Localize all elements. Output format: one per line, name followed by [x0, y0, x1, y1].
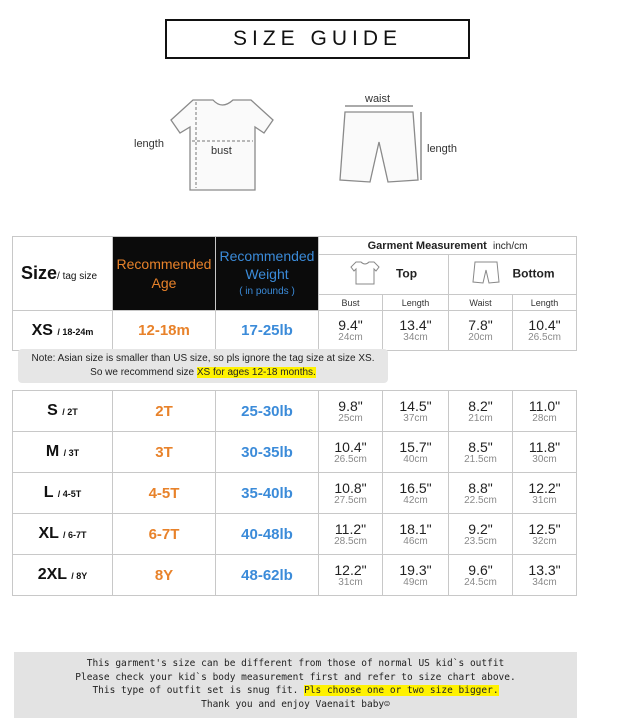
footer-notice: This garment's size can be different from those of normal US kid`s outfit Please check your kid`s body measurement first and refer to size chart above. This type of outfit set is snug fit. Pls choose one or two size bigger. Thank you and enjoy Vaenait baby☺ [14, 652, 577, 718]
footer-highlight: Pls choose one or two size bigger. [304, 685, 499, 696]
table-row [13, 555, 577, 596]
asian-size-note: Note: Asian size is smaller than US size, so pls ignore the tag size at size XS. So we recommend size XS for ages 12-18 months. [18, 349, 388, 383]
bottom-length-cell: 10.4" 26.5cm [513, 311, 577, 351]
age-cell: 2T [113, 391, 216, 432]
bust-cell: 11.2" 28.5cm [319, 514, 383, 555]
weight-cell: 35-40lb [216, 473, 319, 514]
top-length-cell: 15.7" 40cm [383, 432, 449, 473]
note-highlight: XS for ages 12-18 months. [196, 367, 316, 378]
bottom-length-cell: 12.2" 31cm [513, 473, 577, 514]
top-length-cell: 19.3" 49cm [383, 555, 449, 596]
bottom-header: Bottom [449, 255, 577, 295]
weight-cell: 17-25lb [216, 311, 319, 351]
age-header: Recommended Age [113, 237, 216, 311]
bust-cell: 9.8" 25cm [319, 391, 383, 432]
size-cell: L / 4-5T [13, 473, 113, 514]
top-header: Top [319, 255, 449, 295]
age-cell: 4-5T [113, 473, 216, 514]
top-length-cell: 13.4" 34cm [383, 311, 449, 351]
weight-cell: 48-62lb [216, 555, 319, 596]
bust-cell: 9.4" 24cm [319, 311, 383, 351]
shorts-icon [340, 112, 418, 182]
weight-cell: 30-35lb [216, 432, 319, 473]
waist-cell: 7.8" 20cm [449, 311, 513, 351]
bust-cell: 12.2" 31cm [319, 555, 383, 596]
bottom-length-cell: 11.8" 30cm [513, 432, 577, 473]
waist-cell: 8.8" 22.5cm [449, 473, 513, 514]
weight-cell: 25-30lb [216, 391, 319, 432]
top-length-cell: 16.5" 42cm [383, 473, 449, 514]
waist-cell: 9.6" 24.5cm [449, 555, 513, 596]
garment-diagram [0, 80, 629, 210]
bottom-length-cell: 13.3" 34cm [513, 555, 577, 596]
page-title: SIZE GUIDE [165, 19, 470, 59]
bust-cell: 10.8" 27.5cm [319, 473, 383, 514]
size-cell: 2XL / 8Y [13, 555, 113, 596]
waist-cell: 8.2" 21cm [449, 391, 513, 432]
age-cell: 12-18m [113, 311, 216, 351]
table-row [13, 432, 577, 473]
bust-header: Bust [319, 295, 383, 311]
weight-cell: 40-48lb [216, 514, 319, 555]
size-header: Size/ tag size [13, 237, 113, 311]
bottom-length-cell: 12.5" 32cm [513, 514, 577, 555]
top-length-cell: 18.1" 46cm [383, 514, 449, 555]
bottom-length-header: Length [513, 295, 577, 311]
tshirt-bust-label: bust [211, 145, 232, 157]
bust-cell: 10.4" 26.5cm [319, 432, 383, 473]
weight-header: Recommended Weight ( in pounds ) [216, 237, 319, 311]
waist-header: Waist [449, 295, 513, 311]
top-length-header: Length [383, 295, 449, 311]
size-table [12, 236, 577, 596]
waist-cell: 9.2" 23.5cm [449, 514, 513, 555]
bottom-length-cell: 11.0" 28cm [513, 391, 577, 432]
top-length-cell: 14.5" 37cm [383, 391, 449, 432]
size-cell: S / 2T [13, 391, 113, 432]
shorts-length-label: length [427, 143, 457, 155]
age-cell: 8Y [113, 555, 216, 596]
age-cell: 6-7T [113, 514, 216, 555]
bottom-shorts-icon [471, 260, 501, 289]
tshirt-length-label: length [134, 138, 164, 150]
table-row [13, 473, 577, 514]
garment-measurement-header: Garment Measurement inch/cm [319, 237, 577, 255]
size-cell: M / 3T [13, 432, 113, 473]
size-cell: XS / 18-24m [13, 311, 113, 351]
waist-cell: 8.5" 21.5cm [449, 432, 513, 473]
top-tshirt-icon [350, 260, 380, 289]
shorts-waist-label: waist [365, 93, 391, 105]
table-row [13, 311, 577, 351]
table-row [13, 514, 577, 555]
age-cell: 3T [113, 432, 216, 473]
table-row [13, 391, 577, 432]
size-cell: XL / 6-7T [13, 514, 113, 555]
